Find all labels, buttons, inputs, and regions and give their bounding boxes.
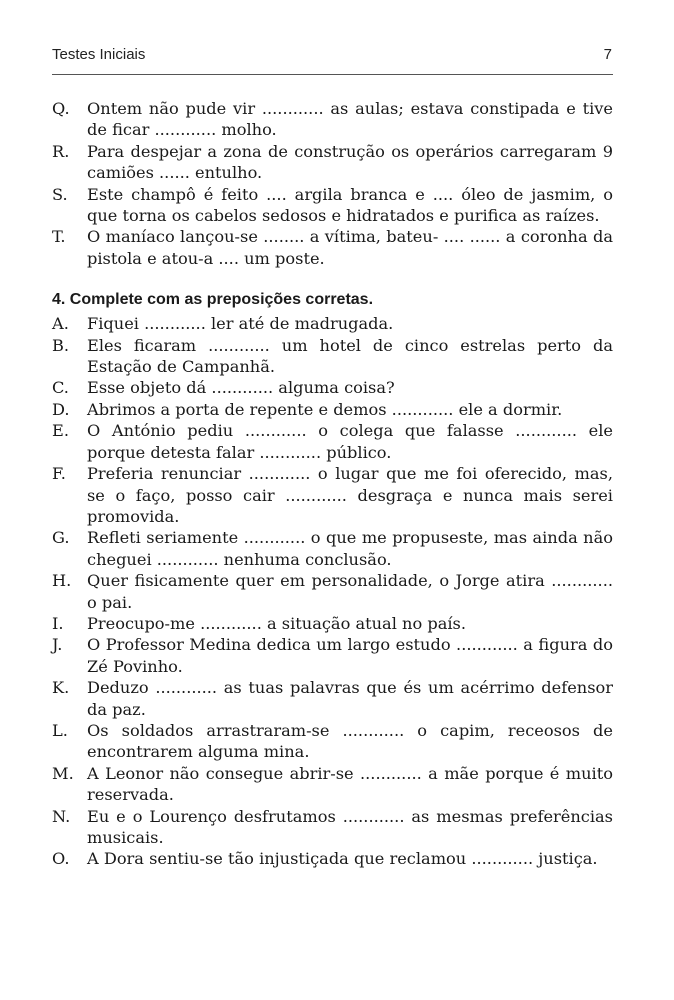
header-divider <box>52 74 613 75</box>
exercise-item <box>52 613 613 634</box>
item-text: Abrimos a porta de repente e demos ............ ele a dormir. <box>87 399 563 419</box>
item-letter: D. <box>52 399 70 419</box>
item-letter: C. <box>52 378 69 398</box>
exercise-item <box>52 226 613 269</box>
item-letter: O. <box>52 849 70 869</box>
item-text: Preocupo-me ............ a situação atual no país. <box>87 613 466 633</box>
item-text: Fiquei ............ ler até de madrugada. <box>87 314 394 334</box>
page-header <box>52 46 612 63</box>
item-letter: B. <box>52 335 70 355</box>
item-text: Ontem não pude vir ............ as aulas; estava constipada e tive de ficar ............ molho. <box>87 99 613 140</box>
item-text: O António pediu ............ o colega que falasse ............ ele porque detesta falar ............ público. <box>87 421 613 462</box>
exercise-item <box>52 335 613 378</box>
item-text: Este champô é feito .... argila branca e .... óleo de jasmim, o que torna os cabelos sedosos e hidratados e purifica as raízes. <box>87 184 613 226</box>
item-text: Para despejar a zona de construção os operários carregaram 9 camiões ...... entulho. <box>87 141 613 183</box>
item-letter: Q. <box>52 99 70 118</box>
item-text: Deduzo ............ as tuas palavras que és um acérrimo defensor da paz. <box>87 678 613 719</box>
exercise-item <box>52 848 613 869</box>
item-text: O maníaco lançou-se ........ a vítima, bateu- .... ...... a coronha da pistola e atou-a .... um poste. <box>87 227 613 268</box>
item-letter: N. <box>52 806 71 826</box>
item-letter: T. <box>52 227 66 247</box>
exercise-item <box>52 570 613 613</box>
item-letter: S. <box>52 184 68 204</box>
exercise-item <box>52 463 613 527</box>
exercise-4-list <box>52 313 613 870</box>
item-letter: A. <box>52 314 69 334</box>
item-letter: M. <box>52 763 74 783</box>
section-title: 4. Complete com as preposições corretas. <box>52 291 374 309</box>
item-text: Esse objeto dá ............ alguma coisa? <box>87 378 395 398</box>
item-letter: E. <box>52 421 69 441</box>
item-text: Quer fisicamente quer em personalidade, o Jorge atira ............ o pai. <box>87 571 613 612</box>
item-letter: F. <box>52 464 66 484</box>
item-letter: G. <box>52 528 70 548</box>
exercise-item <box>52 184 613 227</box>
page-number: 7 <box>603 46 612 63</box>
item-text: Refleti seriamente ............ o que me propuseste, mas ainda não cheguei ............ nenhuma conclusão. <box>87 528 613 569</box>
exercise-item <box>52 313 613 334</box>
item-letter: H. <box>52 571 72 591</box>
exercise-item <box>52 98 613 141</box>
item-text: A Leonor não consegue abrir-se ............ a mãe porque é muito reservada. <box>87 763 613 805</box>
exercise-item <box>52 399 613 420</box>
item-letter: L. <box>52 720 68 740</box>
page-content <box>52 98 613 870</box>
item-text: A Dora sentiu-se tão injustiçada que reclamou ............ justiça. <box>87 849 598 869</box>
item-letter: J. <box>52 635 63 655</box>
running-title: Testes Iniciais <box>52 46 146 63</box>
exercise-3-continued-list <box>52 98 613 269</box>
exercise-item <box>52 763 613 806</box>
item-letter: K. <box>52 678 70 698</box>
exercise-item <box>52 720 613 763</box>
item-text: O Professor Medina dedica um largo estudo ............ a figura do Zé Povinho. <box>87 635 613 676</box>
item-text: Eles ficaram ............ um hotel de cinco estrelas perto da Estação de Campanhã. <box>87 335 613 377</box>
exercise-item <box>52 634 613 677</box>
exercise-item <box>52 677 613 720</box>
exercise-item <box>52 420 613 463</box>
exercise-item <box>52 527 613 570</box>
item-letter: R. <box>52 141 70 161</box>
item-letter: I. <box>52 613 64 633</box>
exercise-item <box>52 141 613 184</box>
item-text: Preferia renunciar ............ o lugar que me foi oferecido, mas, se o faço, posso cair ............ desgraça e nunca mais serei promovida. <box>87 464 613 526</box>
exercise-item <box>52 806 613 849</box>
exercise-item <box>52 377 613 398</box>
item-text: Os soldados arrastraram-se ............ o capim, receosos de encontrarem alguma mina. <box>87 720 613 762</box>
item-text: Eu e o Lourenço desfrutamos ............ as mesmas preferências musicais. <box>87 806 613 847</box>
